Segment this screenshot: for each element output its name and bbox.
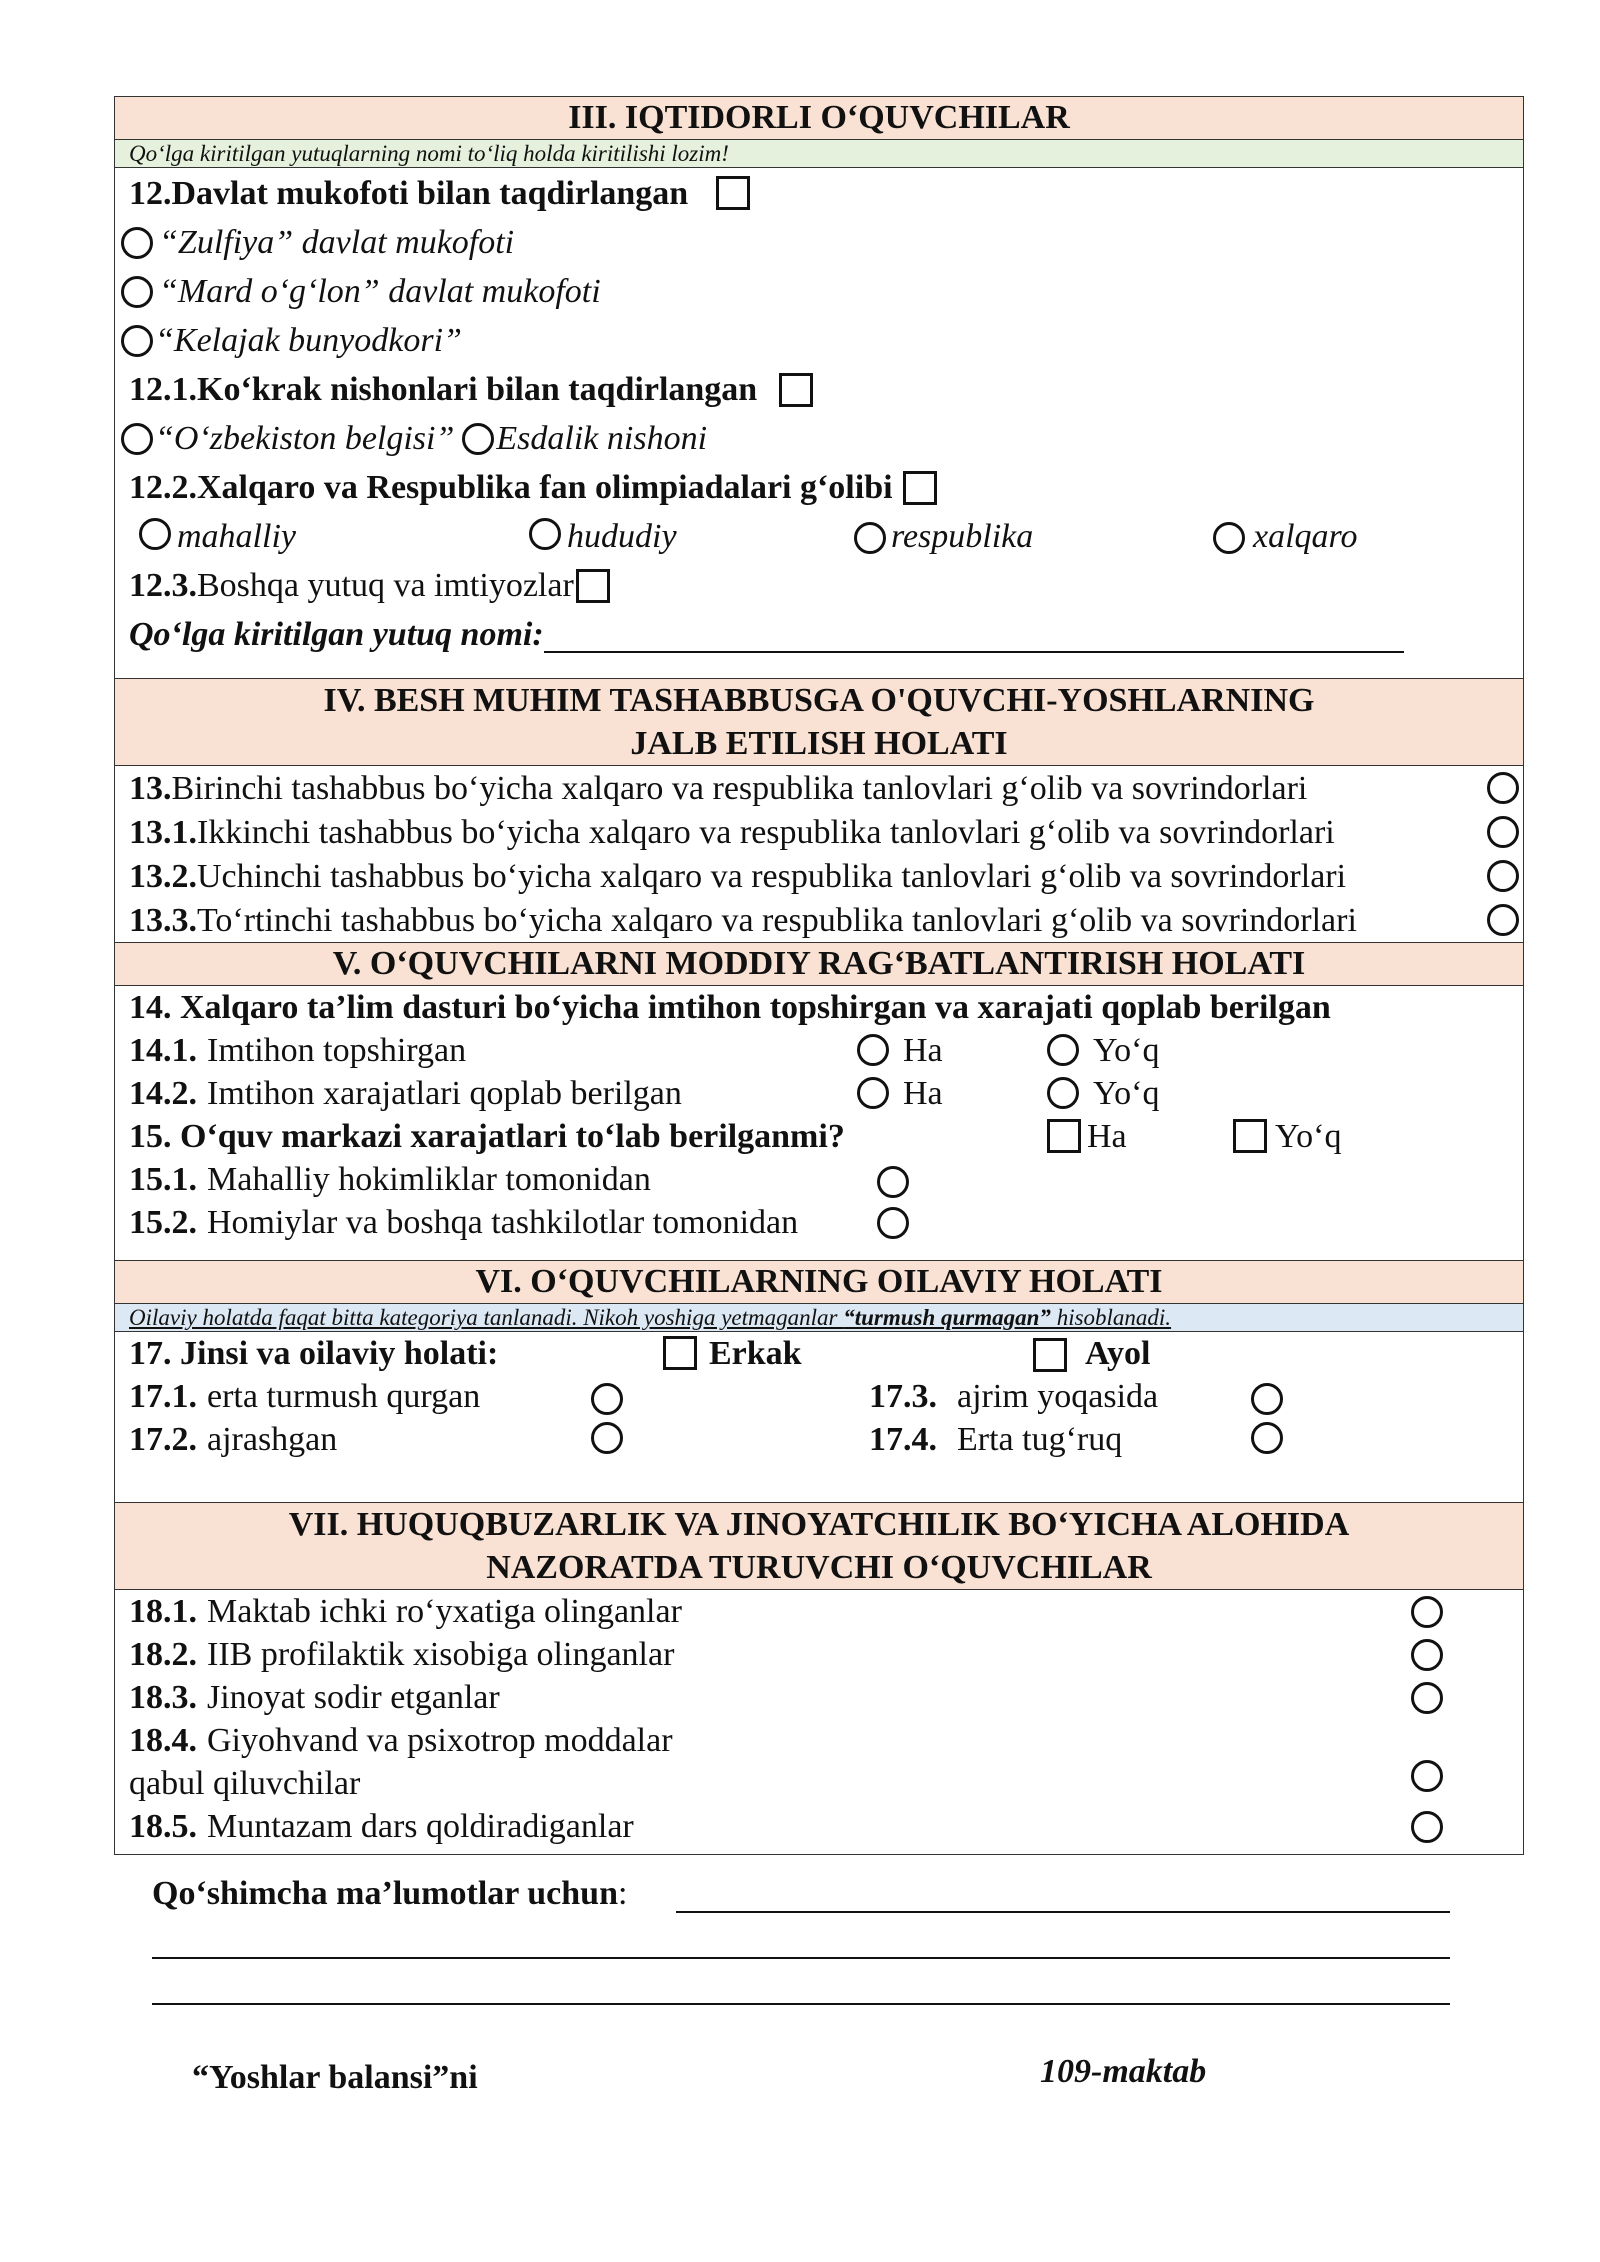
radio-17-3[interactable] [1251,1383,1283,1415]
radio-esdalik[interactable] [462,423,494,455]
radio-17-4[interactable] [1251,1422,1283,1454]
section-iqtidorli [114,96,1524,678]
checkbox-ayol[interactable] [1033,1338,1067,1372]
question-15-1: Mahalliy hokimliklar tomonidan [207,1161,651,1198]
school-name: 109-maktab [1040,2053,1207,2090]
option-esdalik: Esdalik nishoni [496,420,708,457]
item-text: Jinoyat sodir etganlar [207,1679,500,1716]
section-title [115,1503,1523,1590]
item-text: Maktab ichki ro‘yxatiga olinganlar [207,1593,682,1630]
yutuq-nomi-label: Qo‘lga kiritilgan yutuq nomi: [129,616,544,653]
question-17-2: ajrashgan [207,1421,338,1458]
section-title [115,679,1523,766]
item-text: Ikkinchi tashabbus bo‘yicha xalqaro va respublika tanlovlari g‘olib va sovrindorlari [197,813,1335,851]
radio-xalqaro[interactable] [1213,522,1245,554]
question-17-1: erta turmush qurgan [207,1378,481,1415]
question-17-3-number: 17.3. [869,1378,937,1415]
checkbox-12[interactable] [716,176,750,210]
item-number: 18.4. [129,1722,197,1759]
option-erkak: Erkak [709,1335,802,1372]
note-text: Oilaviy holatda faqat bitta kategoriya tanlanadi. Nikoh yoshiga yetmaganlar [129,1305,844,1330]
checkbox-12-3[interactable] [576,569,610,603]
extra-info-line-2[interactable] [152,1957,1450,1959]
extra-info-row [152,1872,627,1916]
list-item [129,854,1519,898]
yoshlar-balansi-label: “Yoshlar balansi”ni [192,2059,478,2096]
option-yoq: Yo‘q [1275,1118,1342,1155]
radio-13-3[interactable] [1487,904,1519,936]
section-note [115,1304,1523,1332]
section-title-line1: VII. HUQUQBUZARLIK VA JINOYATCHILIK BO‘YICHA ALOHIDA [288,1506,1350,1543]
item-number: 13. [129,769,172,807]
radio-17-1[interactable] [591,1383,623,1415]
yutuq-nomi-field[interactable] [544,617,1404,653]
list-item [129,810,1519,854]
list-item [129,1633,1511,1676]
radio-13[interactable] [1487,772,1519,804]
item-text: To‘rtinchi tashabbus bo‘yicha xalqaro va respublika tanlovlari g‘olib va sovrindorlari [197,901,1357,939]
radio-hududiy[interactable] [529,518,561,550]
question-14-2-number: 14.2. [129,1075,197,1112]
radio-15-1[interactable] [877,1166,909,1198]
item-text: Uchinchi tashabbus bo‘yicha xalqaro va respublika tanlovlari g‘olib va sovrindorlari [197,857,1347,895]
option-ozbekiston-belgisi: “O‘zbekiston belgisi” [155,420,455,457]
list-item [129,1590,1511,1633]
question-12-1: 12.1.Ko‘krak nishonlari bilan taqdirlangan [129,371,758,408]
item-number: 13.3. [129,901,197,939]
checkbox-12-2[interactable] [903,471,937,505]
option-kelajak: “Kelajak bunyodkori” [155,322,462,359]
note-emphasis: “turmush qurmagan” [843,1305,1051,1330]
list-item [129,1805,1511,1848]
extra-info-field[interactable] [676,1911,1450,1913]
question-17-2-number: 17.2. [129,1421,197,1458]
radio-18-4[interactable] [1411,1760,1443,1792]
checkbox-erkak[interactable] [663,1336,697,1370]
option-xalqaro: xalqaro [1253,518,1358,555]
option-yoq: Yo‘q [1093,1075,1160,1112]
option-mard-oglon: “Mard o‘g‘lon” davlat mukofoti [159,273,601,310]
question-15-1-number: 15.1. [129,1161,197,1198]
radio-zulfiya[interactable] [121,227,153,259]
item-text-continued: qabul qiluvchilar [129,1765,361,1802]
extra-info-line-3[interactable] [152,2003,1450,2005]
extra-info-label: Qo‘shimcha ma’lumotlar uchun [152,1875,618,1912]
item-text: Giyohvand va psixotrop moddalar [207,1722,673,1759]
question-12-3-number: 12.3. [129,567,197,604]
radio-kelajak[interactable] [121,325,153,357]
radio-13-2[interactable] [1487,860,1519,892]
radio-14-1-ha[interactable] [857,1034,889,1066]
form-sheet [114,96,1524,1855]
radio-15-2[interactable] [877,1207,909,1239]
radio-ozbekiston-belgisi[interactable] [121,423,153,455]
section-tashabbus [114,678,1524,942]
note-text-end: hisoblanadi. [1050,1305,1172,1330]
list-item [129,1676,1511,1719]
option-respublika: respublika [891,518,1034,555]
radio-mard-oglon[interactable] [121,276,153,308]
item-number: 13.1. [129,813,197,851]
section-title-line2: JALB ETILISH HOLATI [630,725,1008,762]
question-12-3: Boshqa yutuq va imtiyozlar [197,567,574,604]
list-item [129,1719,1511,1762]
item-number: 18.3. [129,1679,197,1716]
option-ha: Ha [903,1032,943,1069]
question-14: 14. Xalqaro ta’lim dasturi bo‘yicha imtihon topshirgan va xarajati qoplab berilgan [129,989,1331,1026]
checkbox-12-1[interactable] [779,373,813,407]
question-14-2: Imtihon xarajatlari qoplab berilgan [207,1075,682,1112]
question-15: 15. O‘quv markazi xarajatlari to‘lab berilganmi? [129,1118,845,1155]
section-oilaviy [114,1260,1524,1502]
option-ha: Ha [903,1075,943,1112]
question-12-2: 12.2.Xalqaro va Respublika fan olimpiadalari g‘olibi [129,469,893,506]
radio-18-5[interactable] [1411,1811,1443,1843]
option-zulfiya: “Zulfiya” davlat mukofoti [159,224,515,261]
question-15-2: Homiylar va boshqa tashkilotlar tomonidan [207,1204,799,1241]
radio-14-2-yoq[interactable] [1047,1077,1079,1109]
option-ha: Ha [1087,1118,1127,1155]
section-title-line1: IV. BESH MUHIM TASHABBUSGA O'QUVCHI-YOSHLARNING [323,682,1315,719]
radio-18-1[interactable] [1411,1596,1443,1628]
radio-14-1-yoq[interactable] [1047,1034,1079,1066]
item-number: 13.2. [129,857,197,895]
question-12: 12.Davlat mukofoti bilan taqdirlangan [129,174,689,212]
option-yoq: Yo‘q [1093,1032,1160,1069]
option-hududiy: hududiy [567,518,677,555]
radio-18-3[interactable] [1411,1682,1443,1714]
item-number: 18.2. [129,1636,197,1673]
question-17-4-number: 17.4. [869,1421,937,1458]
item-text: IIB profilaktik xisobiga olinganlar [207,1636,675,1673]
question-17-3: ajrim yoqasida [957,1378,1159,1415]
question-17-4: Erta tug‘ruq [957,1421,1123,1458]
checkbox-15-yoq[interactable] [1233,1119,1267,1153]
radio-18-2[interactable] [1411,1639,1443,1671]
item-text: Birinchi tashabbus bo‘yicha xalqaro va respublika tanlovlari g‘olib va sovrindorlari [171,769,1308,807]
option-mahalliy: mahalliy [177,518,296,555]
list-item-continued [129,1762,1511,1805]
item-number: 18.5. [129,1808,197,1845]
section-title: VI. O‘QUVCHILARNING OILAVIY HOLATI [115,1261,1523,1304]
list-item [129,898,1519,942]
section-note: Qo‘lga kiritilgan yutuqlarning nomi to‘liq holda kiritilishi lozim! [115,140,1523,168]
question-14-1: Imtihon topshirgan [207,1032,467,1069]
question-15-2-number: 15.2. [129,1204,197,1241]
section-title: III. IQTIDORLI O‘QUVCHILAR [115,97,1523,140]
section-title: V. O‘QUVCHILARNI MODDIY RAG‘BATLANTIRISH HOLATI [115,943,1523,986]
section-title-line2: NAZORATDA TURUVCHI O‘QUVCHILAR [486,1549,1152,1586]
item-text: Muntazam dars qoldiradiganlar [207,1808,634,1845]
radio-respublika[interactable] [854,522,886,554]
question-17-1-number: 17.1. [129,1378,197,1415]
extra-info-colon: : [617,1875,628,1912]
radio-14-2-ha[interactable] [857,1077,889,1109]
radio-17-2[interactable] [591,1422,623,1454]
section-moddiy [114,942,1524,1260]
item-number: 18.1. [129,1593,197,1630]
option-ayol: Ayol [1085,1335,1151,1372]
radio-mahalliy[interactable] [139,518,171,550]
list-item [129,766,1519,810]
question-14-1-number: 14.1. [129,1032,197,1069]
section-huquqbuzarlik [114,1502,1524,1855]
checkbox-15-ha[interactable] [1047,1119,1081,1153]
radio-13-1[interactable] [1487,816,1519,848]
question-17: 17. Jinsi va oilaviy holati: [129,1335,499,1372]
